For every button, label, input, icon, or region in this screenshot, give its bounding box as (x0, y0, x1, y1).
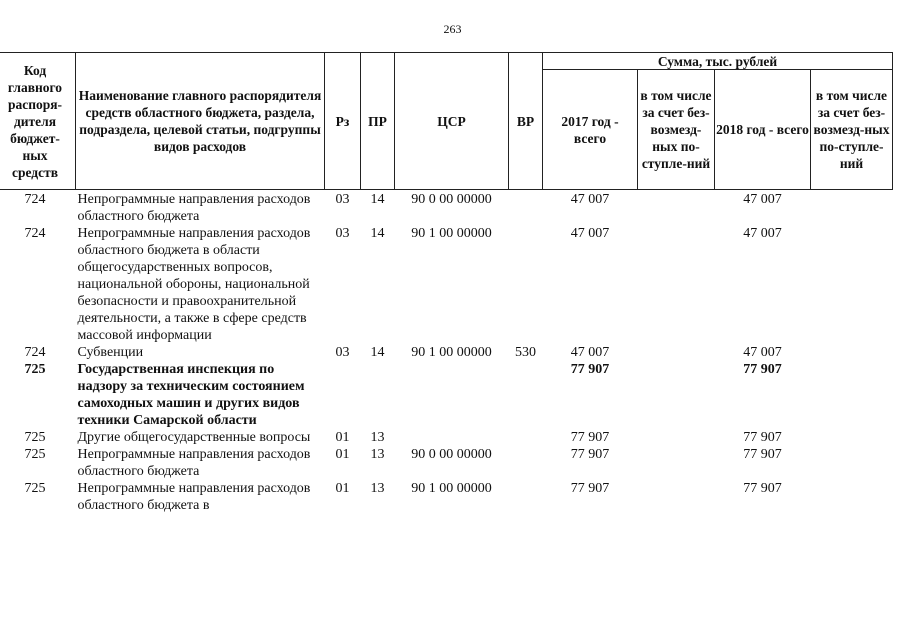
cell-2017-total: 77 907 (570, 430, 610, 445)
cell-pr: 13 (370, 430, 385, 445)
cell-csr: 90 1 00 00000 (411, 226, 492, 241)
cell-pr (361, 361, 395, 429)
cell-pr: 14 (370, 226, 385, 241)
cell-csr: 90 0 00 00000 (411, 447, 492, 462)
cell-2018-total: 47 007 (743, 192, 782, 207)
table-row (0, 480, 893, 514)
cell-name: Непрограммные направления расходов областного бюджета (77, 447, 311, 479)
cell-2018-total: 77 907 (743, 430, 782, 445)
cell-rz: 01 (335, 481, 350, 496)
header-2018-free: в том числе за счет без-возмезд-ных по-ступле-ний (811, 70, 893, 190)
cell-name: Непрограммные направления расходов областного бюджета в области общегосударственных вопросов, национальной обороны, национальной безопасности и правоохранительной деятельности, а также в сфере средств массовой информации (77, 226, 311, 343)
cell-rz: 03 (335, 192, 350, 207)
cell-vr: 530 (515, 345, 536, 360)
cell-2017-free (638, 361, 715, 429)
cell-2017-free (638, 190, 715, 226)
cell-2018-free (811, 480, 893, 514)
cell-code: 724 (24, 345, 46, 360)
cell-2017-total: 77 907 (570, 481, 610, 496)
cell-2017-free (638, 344, 715, 361)
table-header (0, 53, 893, 190)
header-vr: ВР (509, 53, 543, 190)
cell-vr (509, 429, 543, 446)
table-row (0, 225, 893, 344)
cell-2018-total: 77 907 (743, 447, 782, 462)
header-pr: ПР (361, 53, 395, 190)
table-row (0, 190, 893, 226)
cell-code: 724 (24, 226, 46, 241)
cell-2018-free (811, 429, 893, 446)
header-csr: ЦСР (395, 53, 509, 190)
cell-rz: 01 (335, 430, 350, 445)
cell-2017-free (638, 446, 715, 480)
header-rz: Рз (325, 53, 361, 190)
cell-2017-total: 47 007 (570, 345, 610, 360)
cell-2018-total: 47 007 (743, 226, 782, 241)
cell-vr (509, 480, 543, 514)
header-2017-free: в том числе за счет без-возмезд-ных по-ступле-ний (638, 70, 715, 190)
table-row (0, 344, 893, 361)
cell-csr: 90 0 00 00000 (411, 192, 492, 207)
cell-vr (509, 446, 543, 480)
cell-code: 725 (24, 447, 46, 462)
cell-code: 725 (24, 430, 46, 445)
cell-pr: 14 (370, 345, 385, 360)
cell-2017-total: 77 907 (570, 362, 610, 377)
cell-csr: 90 1 00 00000 (411, 481, 492, 496)
cell-code: 725 (24, 481, 46, 496)
cell-2017-free (638, 429, 715, 446)
cell-vr (509, 361, 543, 429)
cell-csr (395, 361, 509, 429)
header-2017-total: 2017 год - всего (543, 70, 638, 190)
cell-2018-free (811, 225, 893, 344)
page-number: 263 (443, 22, 462, 36)
cell-vr (509, 190, 543, 226)
table-row (0, 446, 893, 480)
cell-2017-free (638, 480, 715, 514)
table-row (0, 361, 893, 429)
cell-2018-total: 77 907 (743, 481, 782, 496)
cell-2018-total: 77 907 (743, 362, 782, 377)
cell-rz (325, 361, 361, 429)
cell-2018-free (811, 361, 893, 429)
cell-2017-free (638, 225, 715, 344)
cell-2018-free (811, 190, 893, 226)
cell-2018-free (811, 344, 893, 361)
cell-csr (395, 429, 509, 446)
header-code: Код главного распоря- дителя бюджет- ных средств (0, 53, 76, 190)
cell-csr: 90 1 00 00000 (411, 345, 492, 360)
cell-pr: 13 (370, 447, 385, 462)
cell-pr: 14 (370, 192, 385, 207)
cell-2018-total: 47 007 (743, 345, 782, 360)
header-sum: Сумма, тыс. рублей (543, 53, 893, 70)
cell-name: Субвенции (77, 345, 144, 360)
cell-code: 724 (24, 192, 46, 207)
cell-vr (509, 225, 543, 344)
cell-name: Другие общегосударственные вопросы (77, 430, 311, 445)
cell-2018-free (811, 446, 893, 480)
cell-name: Непрограммные направления расходов областного бюджета (77, 192, 311, 224)
cell-rz: 03 (335, 345, 350, 360)
cell-code: 725 (24, 362, 46, 377)
table-body (0, 190, 893, 515)
cell-rz: 03 (335, 226, 350, 241)
cell-name: Непрограммные направления расходов областного бюджета в (77, 481, 311, 513)
table-row (0, 429, 893, 446)
budget-table (0, 52, 893, 514)
cell-2017-total: 77 907 (570, 447, 610, 462)
header-2018-total: 2018 год - всего (715, 70, 811, 190)
cell-2017-total: 47 007 (570, 192, 610, 207)
cell-2017-total: 47 007 (570, 226, 610, 241)
cell-pr: 13 (370, 481, 385, 496)
header-name: Наименование главного распорядителя средств областного бюджета, раздела, подраздела, целевой статьи, подгруппы видов расходов (76, 53, 325, 190)
cell-name: Государственная инспекция по надзору за техническим состоянием самоходных машин и других видов техники Самарской области (77, 362, 305, 428)
cell-rz: 01 (335, 447, 350, 462)
